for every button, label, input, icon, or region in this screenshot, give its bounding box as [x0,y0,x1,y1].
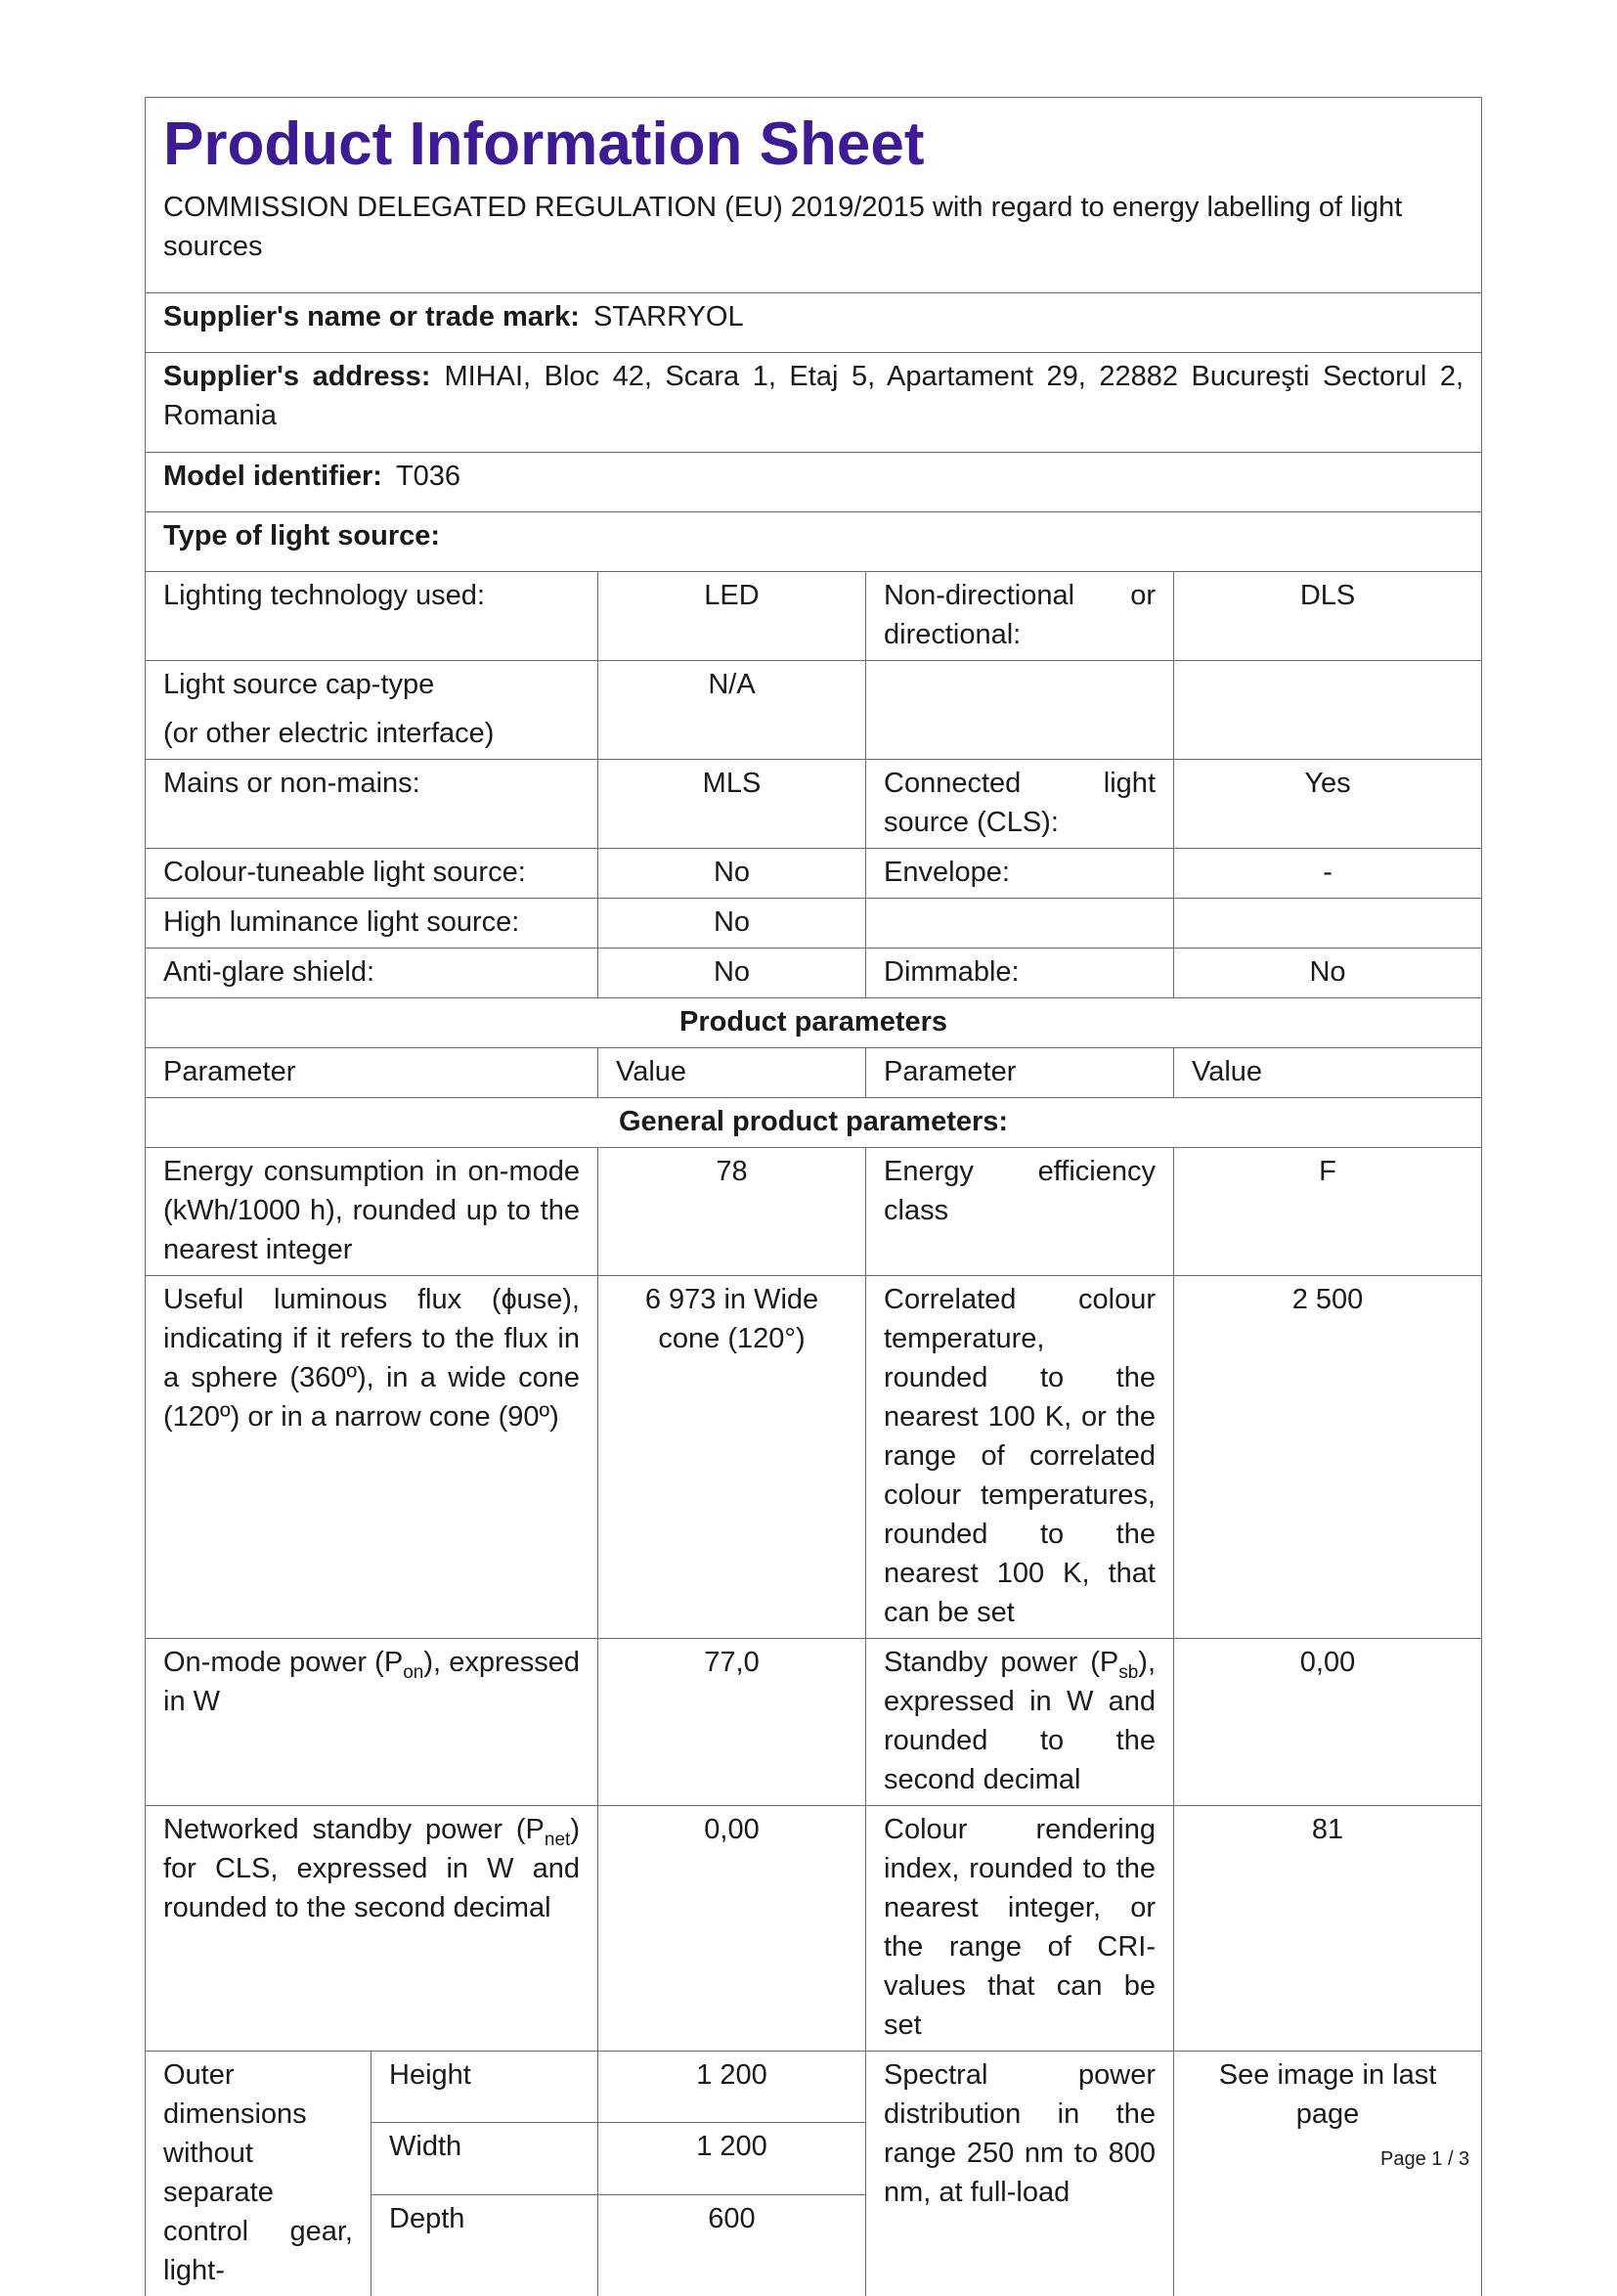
column-header-parameter: Parameter [866,1048,1174,1098]
empty-cell [866,661,1174,760]
on-mode-power-label: On-mode power $(P_{on})$, expressed in W [146,1639,598,1806]
empty-cell [866,899,1174,949]
model-identifier-row [146,453,1482,512]
dimmable-value: No [1174,949,1482,998]
energy-consumption-label: Energy consumption in on-mode (kWh/1000 h), rounded up to the nearest integer [146,1148,598,1276]
networked-standby-label: Networked standby power $(P_{net})$ for CLS, expressed in W and rounded to the second decimal [146,1806,598,2052]
product-information-table [145,97,1482,2296]
networked-standby-value: 0,00 [598,1806,866,2052]
envelope-label: Envelope: [866,849,1174,899]
empty-cell [1174,661,1482,760]
model-identifier-label: Model identifier: [163,461,382,492]
dimmable-label: Dimmable: [866,949,1174,998]
depth-value: 600 [598,2194,866,2296]
tuneable-value: No [598,849,866,899]
depth-label: Depth [371,2194,598,2296]
supplier-name-value: STARRYOL [593,301,744,332]
height-label: Height [371,2052,598,2123]
energy-class-label: Energy efficiency class [866,1148,1174,1276]
width-label: Width [371,2123,598,2194]
page-number: Page 1 / 3 [1380,2147,1469,2171]
envelope-value: - [1174,849,1482,899]
type-heading: Type of light source: [146,512,1482,572]
directional-value: DLS [1174,572,1482,661]
spectral-distribution-value: See image in last page [1174,2052,1482,2296]
colour-temperature-value: 2 500 [1174,1276,1482,1639]
energy-class-value: F [1174,1148,1482,1276]
supplier-address-value: MIHAI, Bloc 42, Scara 1, Etaj 5, Apartament 29, 22882 Bucureşti Sectorul 2, Romania [163,361,1464,431]
tech-label: Lighting technology used: [146,572,598,661]
high-luminance-label: High luminance light source: [146,899,598,949]
standby-power-label: Standby power $(P_{sb})$, expressed in W and rounded to the second decimal [866,1639,1174,1806]
model-identifier-value: T036 [396,461,460,492]
colour-rendering-label: Colour rendering index, rounded to the nearest integer, or the range of CRI-values that can be set [866,1806,1174,2052]
cap-type-cell [146,661,598,760]
luminous-flux-label: Useful luminous flux (ɸuse), indicating if it refers to the flux in a sphere (360º), in a wide cone (120º) or in a narrow cone (90º) [146,1276,598,1639]
column-header-value: Value [598,1048,866,1098]
standby-power-value: 0,00 [1174,1639,1482,1806]
luminous-flux-value: 6 973 in Wide cone (120°) [598,1276,866,1639]
spectral-distribution-label: Spectral power distribution in the range 250 nm to 800 nm, at full-load [866,2052,1174,2296]
anti-glare-value: No [598,949,866,998]
cls-value: Yes [1174,760,1482,849]
general-parameters-heading: General product parameters: [146,1098,1482,1148]
cap-type-label: Light source cap-type [163,665,580,704]
product-parameters-heading: Product parameters [146,998,1482,1048]
dimensions-label: Outer dimensions without separate control gear, light- [146,2052,371,2296]
supplier-address-row [146,353,1482,453]
anti-glare-label: Anti-glare shield: [146,949,598,998]
column-header-value: Value [1174,1048,1482,1098]
high-luminance-value: No [598,899,866,949]
header-cell [146,98,1482,293]
page-title: Product Information Sheet [163,108,1464,182]
cap-type-label-sub: (or other electric interface) [163,714,580,753]
cap-type-value: N/A [598,661,866,760]
cls-label: Connected light source (CLS): [866,760,1174,849]
directional-label: Non-directional or directional: [866,572,1174,661]
height-value: 1 200 [598,2052,866,2123]
supplier-name-label: Supplier's name or trade mark: [163,301,580,332]
mains-value: MLS [598,760,866,849]
regulation-text: COMMISSION DELEGATED REGULATION (EU) 2019/2015 with regard to energy labelling of light sources [163,188,1464,266]
supplier-address-label: Supplier's address: [163,361,430,392]
width-value: 1 200 [598,2123,866,2194]
tech-value: LED [598,572,866,661]
mains-label: Mains or non-mains: [146,760,598,849]
tuneable-label: Colour-tuneable light source: [146,849,598,899]
empty-cell [1174,899,1482,949]
colour-temperature-label: Correlated colour temperature, rounded to the nearest 100 K, or the range of correlated colour temperatures, rounded to the nearest 100 K, that can be set [866,1276,1174,1639]
supplier-name-row [146,293,1482,353]
energy-consumption-value: 78 [598,1148,866,1276]
column-header-parameter: Parameter [146,1048,598,1098]
on-mode-power-value: 77,0 [598,1639,866,1806]
colour-rendering-value: 81 [1174,1806,1482,2052]
